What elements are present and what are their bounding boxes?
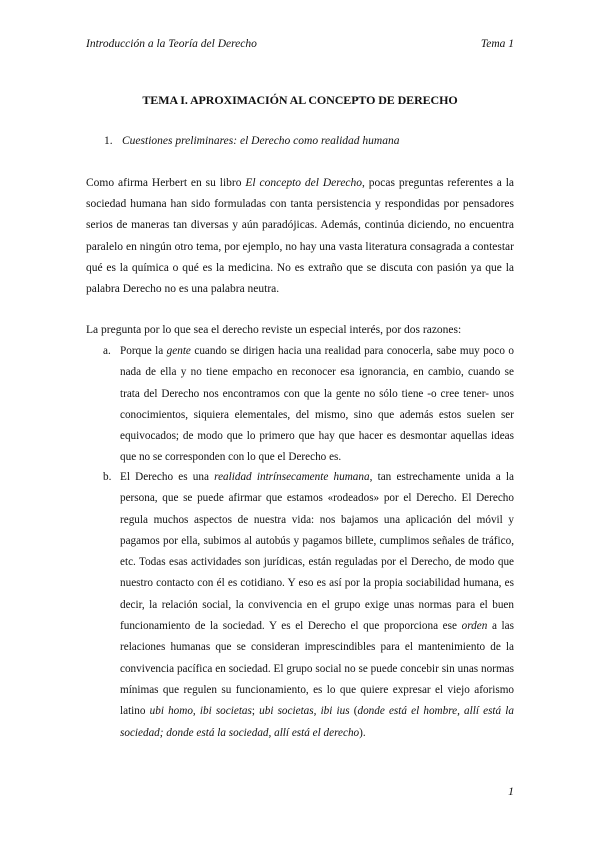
list-item-a [86,341,514,469]
header-topic-label: Tema 1 [480,38,514,50]
list-b-text-4: ; [251,705,260,718]
page-header [86,38,514,50]
section-heading-text: Cuestiones preliminares: el Derecho como realidad humana [122,135,400,147]
book-title: El concepto del Derecho [245,177,363,189]
section-number: 1. [104,135,113,147]
list-a-text-2: cuando se dirigen hacia una realidad para conocerla, sabe muy poco o nada de ella y no tiene empacho en reconocer esa ignorancia, en cambio, cuando se trata del Derecho nos encontramos con que la gente no sólo tiene -o cree tener- unos conocimientos, siquiera elementales, del mismo, sino que además estos suelen ser equivocados; de modo que lo primero que hay que hacer es desmontar aquellas ideas que no se corresponden con lo que el Derecho es. [120,345,514,464]
list-a-text-1: Porque la [120,345,167,357]
list-a-emphasis: gente [166,345,191,357]
paragraph-intro [86,173,514,300]
reasons-list-a [86,341,514,469]
list-b-emphasis-2: orden [461,620,488,633]
list-b-emphasis-5: donde está el hombre, allí está la sociedad; donde está la sociedad, allí está el derecho [120,705,514,739]
list-b-emphasis-1: realidad intrínsecamente humana [214,471,370,483]
list-item-b [86,467,514,744]
header-course-title: Introducción a la Teoría del Derecho [86,38,257,50]
list-marker-a: a. [103,345,111,357]
list-b-text-2: , tan estrechamente unida a la persona, que se puede afirmar que estamos «rodeados» por el Derecho. El Derecho regula muchos aspectos de nuestra vida: nos bajamos una aplicación del móvil y pagamos por ella, subimos al autobús y pagamos billete, cumplimos señales de tráfico, etc. Todas esas actividades son jurídicas, están reguladas por el Derecho, de modo que nuestro contacto con él es cotidiano. Y eso es así por la propia sociabilidad humana, es decir, la relación social, la convivencia en el grupo exige unas normas para el buen funcionamiento de la sociedad. Y es el Derecho el que proporciona ese [120,471,514,633]
paragraph-intro-text-2: , pocas preguntas referentes a la sociedad humana han sido formuladas con tanta persistencia y respondidas por pensadores serios de maneras tan diversas y aún paradójicas. Además, continúa diciendo, no encuentra paralelo en ningún otro tema, por ejemplo, no hay una vasta literatura consagrada a contestar qué es la química o qué es la medicina. No es extraño que se discuta con pasión ya que la palabra Derecho no es una palabra neutra. [86,177,514,296]
list-b-emphasis-4: ubi societas, ibi ius [259,705,350,718]
list-b-text-1: El Derecho es una [120,471,215,483]
list-marker-b: b. [103,471,112,483]
page-number: 1 [508,784,514,798]
paragraph-reasons: La pregunta por lo que sea el derecho reviste un especial interés, por dos razones: [86,324,462,336]
list-b-text-6: ). [359,726,366,739]
paragraph-intro-text-1: Como afirma Herbert en su libro [86,177,246,189]
section-heading [104,135,399,147]
document-title: TEMA I. APROXIMACIÓN AL CONCEPTO DE DERECHO [142,93,458,107]
list-b-emphasis-3: ubi homo, ibi societas [149,705,252,718]
reasons-list-b [86,467,514,744]
list-b-text-3: a las relaciones humanas que se consideran imprescindibles para el mantenimiento de la convivencia pacífica en sociedad. El grupo social no se puede concebir sin unas normas mínimas que regulen su funcionamiento, es lo que quiere expresar el viejo aforismo latino [120,620,514,718]
list-b-text-5: ( [349,705,358,718]
